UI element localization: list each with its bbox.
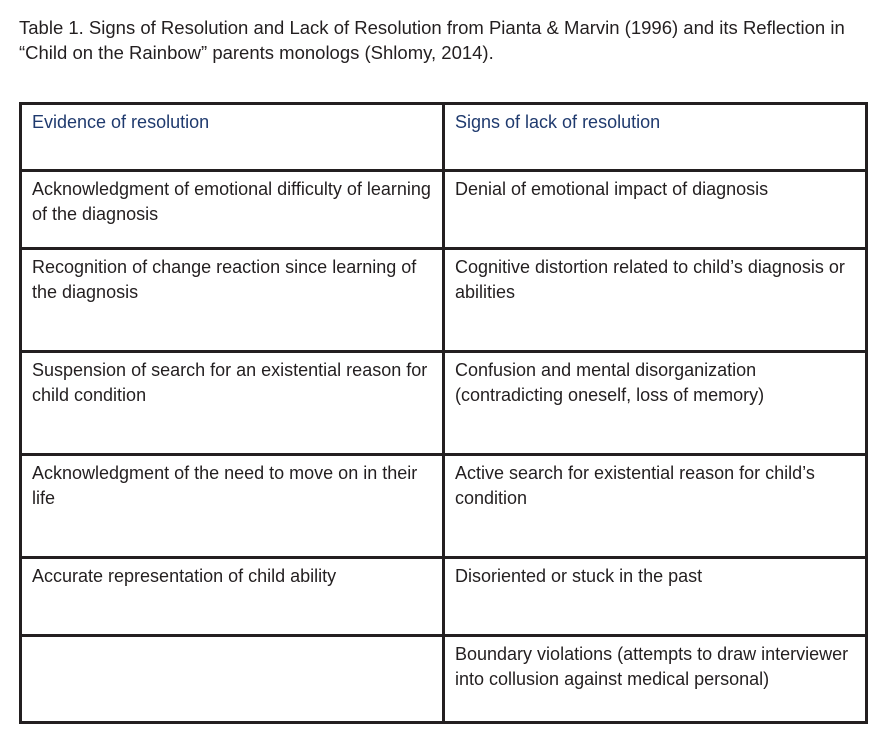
table-cell: Cognitive distortion related to child’s diagnosis or abilities <box>444 249 867 352</box>
table-cell: Acknowledgment of the need to move on in their life <box>21 455 444 558</box>
table-header-row <box>21 104 867 171</box>
table-cell: Boundary violations (attempts to draw interviewer into collusion against medical personal) <box>444 636 867 723</box>
table-cell: Active search for existential reason for child’s condition <box>444 455 867 558</box>
table-caption <box>19 15 869 65</box>
table-cell: Acknowledgment of emotional difficulty of learning of the diagnosis <box>21 171 444 249</box>
header-evidence-of-resolution: Evidence of resolution <box>21 104 444 171</box>
table-row <box>21 636 867 723</box>
caption-line-2: “Child on the Rainbow” parents monologs (Shlomy, 2014). <box>19 42 494 63</box>
table-cell: Denial of emotional impact of diagnosis <box>444 171 867 249</box>
table-row <box>21 171 867 249</box>
table-cell: Accurate representation of child ability <box>21 558 444 636</box>
resolution-table <box>19 102 868 724</box>
table-cell: Confusion and mental disorganization (contradicting oneself, loss of memory) <box>444 352 867 455</box>
caption-line-1: Table 1. Signs of Resolution and Lack of Resolution from Pianta & Marvin (1996) and its Reflection in <box>19 17 845 38</box>
table-cell: Disoriented or stuck in the past <box>444 558 867 636</box>
header-signs-of-lack-of-resolution: Signs of lack of resolution <box>444 104 867 171</box>
table-cell: Recognition of change reaction since learning of the diagnosis <box>21 249 444 352</box>
table-row <box>21 352 867 455</box>
table-row <box>21 249 867 352</box>
table-row <box>21 455 867 558</box>
table-cell-empty <box>21 636 444 723</box>
table-row <box>21 558 867 636</box>
table-cell: Suspension of search for an existential reason for child condition <box>21 352 444 455</box>
